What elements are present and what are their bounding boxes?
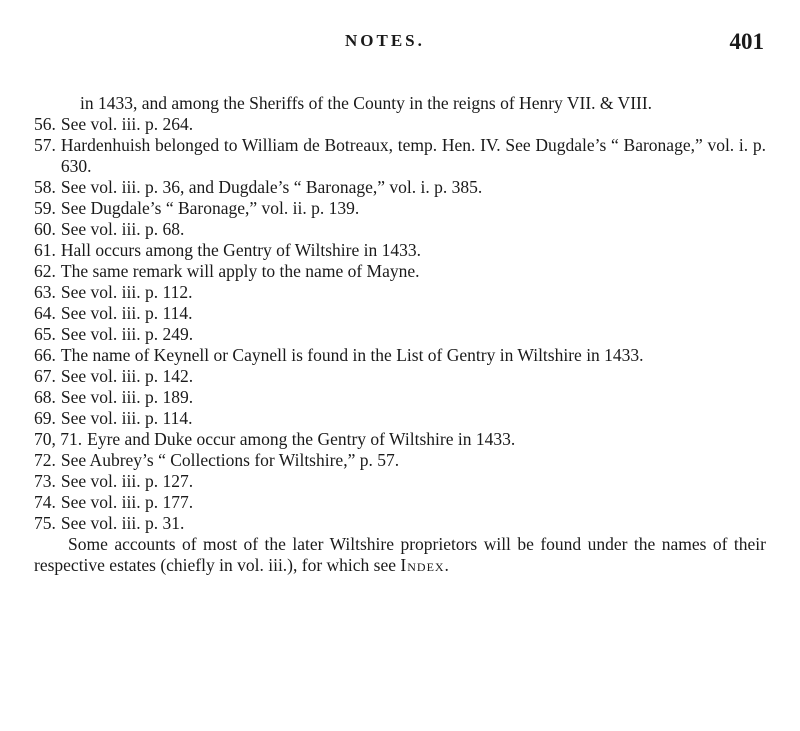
note-text: The same remark will apply to the name of Mayne. — [60, 261, 420, 281]
notes-body — [34, 93, 766, 576]
note-number: 63. — [34, 282, 56, 302]
running-title: NOTES. — [345, 31, 425, 50]
note-text: The name of Keynell or Caynell is found in the List of Gentry in Wiltshire in 1433. — [60, 345, 644, 365]
note-number: 60. — [34, 219, 56, 239]
note-text: See vol. iii. p. 264. — [60, 114, 194, 134]
note-text: Hardenhuish belonged to William de Botreaux, temp. Hen. IV. See Dugdale’s “ Baronage,” vol. i. p. 630. — [60, 135, 766, 176]
note-number: 66. — [34, 345, 56, 365]
note-text: See vol. iii. p. 249. — [60, 324, 194, 344]
continued-note-text: in 1433, and among the Sheriffs of the County in the reigns of Henry VII. & VIII. — [80, 93, 653, 113]
note-text: See vol. iii. p. 114. — [60, 408, 193, 428]
note-number: 57. — [34, 135, 56, 155]
note-text: See vol. iii. p. 114. — [60, 303, 193, 323]
note-65 — [34, 324, 766, 345]
note-69 — [34, 408, 766, 429]
note-text: See vol. iii. p. 142. — [60, 366, 194, 386]
note-63 — [34, 282, 766, 303]
note-text: Eyre and Duke occur among the Gentry of Wiltshire in 1433. — [87, 429, 516, 449]
note-64 — [34, 303, 766, 324]
note-number: 70, 71. — [34, 429, 83, 449]
note-56 — [34, 114, 766, 135]
note-text: See vol. iii. p. 177. — [60, 492, 194, 512]
note-text: Hall occurs among the Gentry of Wiltshire in 1433. — [60, 240, 421, 260]
page-number: 401 — [729, 29, 764, 54]
note-70-71 — [34, 429, 766, 450]
note-number: 69. — [34, 408, 56, 428]
note-text: See vol. iii. p. 68. — [60, 219, 185, 239]
closing-paragraph — [34, 534, 766, 576]
note-number: 75. — [34, 513, 56, 533]
note-number: 68. — [34, 387, 56, 407]
note-number: 72. — [34, 450, 56, 470]
note-text: See Aubrey’s “ Collections for Wiltshire,” p. 57. — [60, 450, 400, 470]
note-number: 56. — [34, 114, 56, 134]
note-text: See Dugdale’s “ Baronage,” vol. ii. p. 139. — [60, 198, 360, 218]
note-number: 58. — [34, 177, 56, 197]
note-58 — [34, 177, 766, 198]
note-number: 73. — [34, 471, 56, 491]
closing-text: Some accounts of most of the later Wiltshire proprietors will be found under the names of their respective estates (chiefly in vol. iii.), for which see — [34, 534, 766, 575]
note-66 — [34, 345, 766, 366]
index-reference: Index. — [400, 555, 450, 575]
note-text: See vol. iii. p. 36, and Dugdale’s “ Baronage,” vol. i. p. 385. — [60, 177, 483, 197]
note-74 — [34, 492, 766, 513]
note-text: See vol. iii. p. 127. — [60, 471, 194, 491]
note-60 — [34, 219, 766, 240]
note-number: 62. — [34, 261, 56, 281]
note-57 — [34, 135, 766, 177]
note-73 — [34, 471, 766, 492]
note-number: 61. — [34, 240, 56, 260]
note-62 — [34, 261, 766, 282]
note-72 — [34, 450, 766, 471]
note-67 — [34, 366, 766, 387]
note-59 — [34, 198, 766, 219]
note-text: See vol. iii. p. 31. — [60, 513, 185, 533]
note-text: See vol. iii. p. 112. — [60, 282, 193, 302]
note-75 — [34, 513, 766, 534]
note-number: 59. — [34, 198, 56, 218]
note-number: 65. — [34, 324, 56, 344]
note-68 — [34, 387, 766, 408]
note-text: See vol. iii. p. 189. — [60, 387, 194, 407]
note-61 — [34, 240, 766, 261]
note-number: 67. — [34, 366, 56, 386]
note-number: 64. — [34, 303, 56, 323]
note-number: 74. — [34, 492, 56, 512]
